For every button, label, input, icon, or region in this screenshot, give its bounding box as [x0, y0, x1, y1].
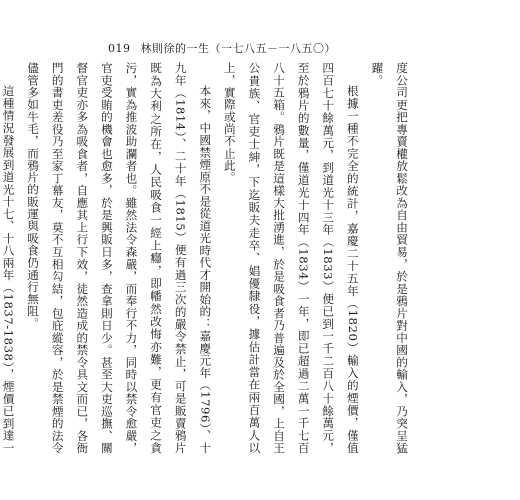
vertical-body-text — [0, 62, 414, 454]
book-title: 林則徐的一生（一七八五－一八五〇） — [140, 42, 336, 55]
running-header — [108, 40, 336, 56]
paragraph: 本來，中國禁煙原不是從道光時代才開始的：嘉慶元年（1796）、十九年（1814）、二十年（1815）便有過三次的嚴令禁止，可是販賣鴉片既為大利之所在，人民吸食一經上癮，即幡然改悔亦難，更有官吏之貪污，實為推波助瀾者也。雖然法令森嚴，而奉行不力，同時以禁令愈嚴，官吏受賄的機會也愈多，於是興販日多，查拿則日少。甚至大吏巡撫、關督官吏亦多為吸食者，自應其上行下效，徒然造成的禁令具文而已，各衙門的書吏差役乃至家丁幕友，莫不互相勾結，包庇縱容，於是禁煙的法令儘管多如牛毛，而鴉片的販運與吸食仍通行無阻。 — [26, 62, 213, 454]
paragraph: 這種情況發展到道光十七、十八兩年（1837-1838），煙價已到達一 — [1, 85, 16, 454]
page-number: 019 — [108, 42, 131, 55]
paragraph: 度公司更把專賣權放鬆改為自由貿易，於是鴉片對中國的輸入，乃突呈猛躍。 — [370, 62, 409, 454]
paragraph: 根據一種不完全的統計，嘉慶二十五年（1820）輸入的煙價，僅值四百七十餘萬元，到道光十三年（1833）便已到一千二百八十餘萬元，至於鴉片的數量，僅道光十四年（1834）一年，即已超過二萬一千七百八十五箱。鴉片既是這樣大批湧進，於是吸食者乃普遍及於全國，上自王公貴族、官吏士紳，下迄販夫走卒、娼優隸役，據估計當在兩百萬人以上，實際或尚不止此。 — [222, 62, 360, 454]
